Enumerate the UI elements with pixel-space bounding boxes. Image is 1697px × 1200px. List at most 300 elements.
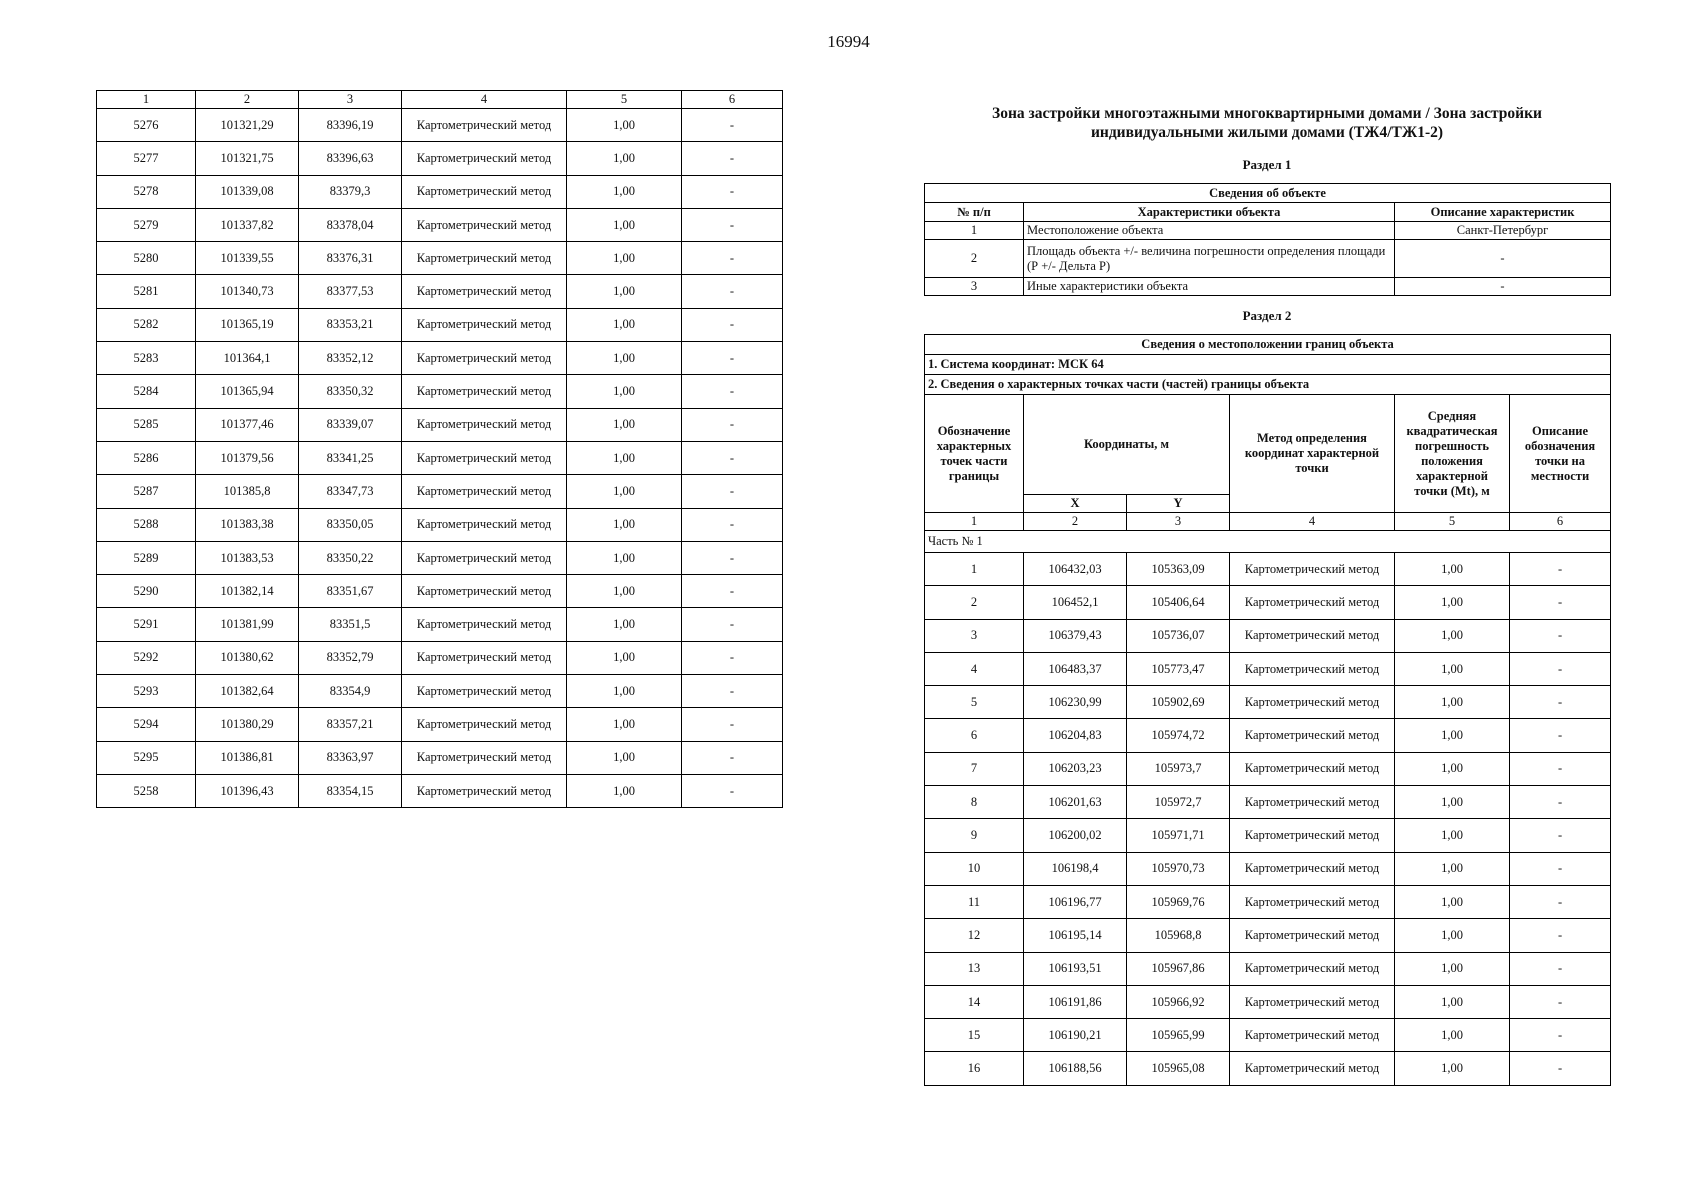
cell: - xyxy=(1510,586,1611,619)
cell: 1,00 xyxy=(1395,752,1510,785)
table-row xyxy=(925,919,1611,952)
cell: 105736,07 xyxy=(1127,619,1230,652)
cell: 106201,63 xyxy=(1024,786,1127,819)
table-row xyxy=(97,575,783,608)
point-header: Обозначение характерных точек части границы xyxy=(925,395,1024,513)
table-row xyxy=(97,508,783,541)
cell: Картометрический метод xyxy=(1230,819,1395,852)
cell: Картометрический метод xyxy=(1230,719,1395,752)
cell: 1,00 xyxy=(1395,586,1510,619)
cell: - xyxy=(682,741,783,774)
cell: - xyxy=(682,109,783,142)
cell: Картометрический метод xyxy=(1230,952,1395,985)
cell: 1,00 xyxy=(567,641,682,674)
cell: 10 xyxy=(925,852,1024,885)
cell: Картометрический метод xyxy=(1230,553,1395,586)
cell: 106193,51 xyxy=(1024,952,1127,985)
cell: Картометрический метод xyxy=(402,275,567,308)
table-row xyxy=(925,586,1611,619)
cell: 101396,43 xyxy=(196,774,299,807)
cell: Картометрический метод xyxy=(402,741,567,774)
cell: Картометрический метод xyxy=(402,708,567,741)
table-row xyxy=(925,952,1611,985)
table-row xyxy=(925,786,1611,819)
cell: 83352,12 xyxy=(299,342,402,375)
cell: Картометрический метод xyxy=(402,208,567,241)
x-header: X xyxy=(1024,495,1127,513)
cell: Картометрический метод xyxy=(402,375,567,408)
cell: 3 xyxy=(925,278,1024,296)
cell: - xyxy=(682,708,783,741)
col-number-row xyxy=(925,513,1611,531)
cell: 1,00 xyxy=(567,142,682,175)
column-header: 2 xyxy=(196,91,299,109)
cell: 106432,03 xyxy=(1024,553,1127,586)
cell: 83352,79 xyxy=(299,641,402,674)
cell: 106379,43 xyxy=(1024,619,1127,652)
table-row xyxy=(97,342,783,375)
cell: - xyxy=(1510,1019,1611,1052)
column-number: 6 xyxy=(1510,513,1611,531)
cell: 1,00 xyxy=(567,275,682,308)
cell: 5 xyxy=(925,686,1024,719)
coord-system-row xyxy=(925,355,1611,375)
cell: Картометрический метод xyxy=(402,475,567,508)
boundary-points-table xyxy=(924,334,1611,1086)
table-row xyxy=(97,175,783,208)
column-header: Описание характеристик xyxy=(1395,203,1611,222)
cell: - xyxy=(682,641,783,674)
cell: Картометрический метод xyxy=(1230,652,1395,685)
cell: Картометрический метод xyxy=(1230,752,1395,785)
cell: 5289 xyxy=(97,541,196,574)
cell: 1,00 xyxy=(567,242,682,275)
cell: 1,00 xyxy=(1395,652,1510,685)
cell: 101339,08 xyxy=(196,175,299,208)
table-row xyxy=(925,985,1611,1018)
cell: 83379,3 xyxy=(299,175,402,208)
left-header-row xyxy=(97,91,783,109)
cell: 3 xyxy=(925,619,1024,652)
cell: 7 xyxy=(925,752,1024,785)
cell: 101337,82 xyxy=(196,208,299,241)
cell: 106190,21 xyxy=(1024,1019,1127,1052)
cell: 12 xyxy=(925,919,1024,952)
cell: 5287 xyxy=(97,475,196,508)
cell: - xyxy=(682,142,783,175)
cell: - xyxy=(1510,752,1611,785)
cell: Картометрический метод xyxy=(402,142,567,175)
cell: 1,00 xyxy=(567,408,682,441)
cell: 6 xyxy=(925,719,1024,752)
table-row xyxy=(925,240,1611,278)
cell: 101377,46 xyxy=(196,408,299,441)
cell: 1 xyxy=(925,553,1024,586)
cell: 5293 xyxy=(97,675,196,708)
cell: 83351,67 xyxy=(299,575,402,608)
cell: 1,00 xyxy=(567,175,682,208)
cell: Иные характеристики объекта xyxy=(1024,278,1395,296)
column-number: 3 xyxy=(1127,513,1230,531)
part-row xyxy=(925,531,1611,553)
cell: 106483,37 xyxy=(1024,652,1127,685)
cell: 1,00 xyxy=(567,774,682,807)
cell: 1,00 xyxy=(1395,852,1510,885)
cell: 105973,7 xyxy=(1127,752,1230,785)
cell: Картометрический метод xyxy=(1230,586,1395,619)
cell: 1,00 xyxy=(567,508,682,541)
cell: 1,00 xyxy=(567,109,682,142)
cell: 1,00 xyxy=(567,675,682,708)
cell: 105971,71 xyxy=(1127,819,1230,852)
cell: Картометрический метод xyxy=(1230,619,1395,652)
cell: 5283 xyxy=(97,342,196,375)
cell: 83396,19 xyxy=(299,109,402,142)
cell: 1,00 xyxy=(1395,786,1510,819)
cell: 106196,77 xyxy=(1024,885,1127,918)
cell: Картометрический метод xyxy=(402,242,567,275)
cell: 105363,09 xyxy=(1127,553,1230,586)
table-row xyxy=(97,208,783,241)
cell: - xyxy=(1510,1052,1611,1085)
cell: - xyxy=(1510,852,1611,885)
table-row xyxy=(925,686,1611,719)
cell: 1,00 xyxy=(1395,1052,1510,1085)
cell: - xyxy=(682,275,783,308)
cell: - xyxy=(682,342,783,375)
cell: - xyxy=(682,675,783,708)
zone-title: Зона застройки многоэтажными многоквартирными домами / Зона застройки индивидуальными жилыми домами (ТЖ4/ТЖ1-2) xyxy=(992,105,1542,141)
cell: - xyxy=(682,408,783,441)
cell: 83341,25 xyxy=(299,441,402,474)
y-header: Y xyxy=(1127,495,1230,513)
cell: Санкт-Петербург xyxy=(1395,222,1611,240)
cell: 105902,69 xyxy=(1127,686,1230,719)
cell: Картометрический метод xyxy=(1230,852,1395,885)
cell: - xyxy=(682,175,783,208)
cell: 101379,56 xyxy=(196,441,299,474)
cell: 5295 xyxy=(97,741,196,774)
cell: 101383,53 xyxy=(196,541,299,574)
cell: 1,00 xyxy=(1395,619,1510,652)
cell: 83354,9 xyxy=(299,675,402,708)
table-row xyxy=(97,675,783,708)
cell: 1,00 xyxy=(567,308,682,341)
cell: 1,00 xyxy=(567,441,682,474)
cell: 83378,04 xyxy=(299,208,402,241)
table-row xyxy=(925,819,1611,852)
cell: 1 xyxy=(925,222,1024,240)
cell: Картометрический метод xyxy=(402,441,567,474)
table-row xyxy=(925,885,1611,918)
cell: 105972,7 xyxy=(1127,786,1230,819)
cell: 105965,99 xyxy=(1127,1019,1230,1052)
cell: - xyxy=(1510,885,1611,918)
cell: 106230,99 xyxy=(1024,686,1127,719)
table-row xyxy=(97,475,783,508)
cell: 5285 xyxy=(97,408,196,441)
cell: 105974,72 xyxy=(1127,719,1230,752)
cell: Картометрический метод xyxy=(402,675,567,708)
cell: 105773,47 xyxy=(1127,652,1230,685)
cell: 106200,02 xyxy=(1024,819,1127,852)
table-row xyxy=(97,641,783,674)
table-row xyxy=(97,109,783,142)
cell: 101321,75 xyxy=(196,142,299,175)
cell: 101385,8 xyxy=(196,475,299,508)
cell: 5281 xyxy=(97,275,196,308)
table-row xyxy=(97,541,783,574)
cell: - xyxy=(1510,819,1611,852)
cell: 1,00 xyxy=(567,375,682,408)
cell: - xyxy=(682,541,783,574)
cell: 1,00 xyxy=(567,741,682,774)
table-row xyxy=(97,741,783,774)
cell: 83353,21 xyxy=(299,308,402,341)
cell: Картометрический метод xyxy=(1230,919,1395,952)
object-table-header-row xyxy=(925,203,1611,222)
cell: Картометрический метод xyxy=(402,342,567,375)
cell: - xyxy=(1510,619,1611,652)
cell: 83339,07 xyxy=(299,408,402,441)
cell: 105967,86 xyxy=(1127,952,1230,985)
cell: - xyxy=(682,508,783,541)
cell: 5258 xyxy=(97,774,196,807)
cell: 1,00 xyxy=(1395,919,1510,952)
cell: Картометрический метод xyxy=(1230,1052,1395,1085)
cell: 83357,21 xyxy=(299,708,402,741)
table-row xyxy=(925,278,1611,296)
cell: 1,00 xyxy=(1395,686,1510,719)
cell: - xyxy=(1510,553,1611,586)
table-row xyxy=(925,1052,1611,1085)
cell: 83351,5 xyxy=(299,608,402,641)
cell: 9 xyxy=(925,819,1024,852)
table-row xyxy=(97,608,783,641)
table-row xyxy=(925,852,1611,885)
cell: 83350,32 xyxy=(299,375,402,408)
object-table-title-row xyxy=(925,184,1611,203)
cell: 1,00 xyxy=(567,475,682,508)
cell: - xyxy=(682,308,783,341)
cell: Картометрический метод xyxy=(1230,885,1395,918)
table-row xyxy=(97,441,783,474)
cell: 1,00 xyxy=(567,208,682,241)
cell: 1,00 xyxy=(1395,553,1510,586)
column-number: 1 xyxy=(925,513,1024,531)
boundary-header-row xyxy=(925,395,1611,495)
cell: Картометрический метод xyxy=(402,575,567,608)
cell: 1,00 xyxy=(1395,985,1510,1018)
cell: - xyxy=(682,774,783,807)
cell: 83350,22 xyxy=(299,541,402,574)
table-row xyxy=(97,708,783,741)
cell: 5288 xyxy=(97,508,196,541)
coords-header: Координаты, м xyxy=(1024,395,1230,495)
cell: 101321,29 xyxy=(196,109,299,142)
cell: - xyxy=(1510,686,1611,719)
cell: 5279 xyxy=(97,208,196,241)
description-header: Описание обозначения точки на местности xyxy=(1510,395,1611,513)
cell: 1,00 xyxy=(1395,719,1510,752)
cell: 101365,19 xyxy=(196,308,299,341)
section2-label: Раздел 2 xyxy=(1242,308,1292,323)
cell: - xyxy=(682,375,783,408)
cell: - xyxy=(682,575,783,608)
cell: Картометрический метод xyxy=(402,408,567,441)
cell: 83377,53 xyxy=(299,275,402,308)
cell: 101365,94 xyxy=(196,375,299,408)
cell: 101381,99 xyxy=(196,608,299,641)
cell: 83350,05 xyxy=(299,508,402,541)
cell: 5280 xyxy=(97,242,196,275)
cell: 106452,1 xyxy=(1024,586,1127,619)
cell: 2 xyxy=(925,586,1024,619)
cell: 5291 xyxy=(97,608,196,641)
cell: 101386,81 xyxy=(196,741,299,774)
cell: Картометрический метод xyxy=(402,175,567,208)
cell: Картометрический метод xyxy=(402,308,567,341)
cell: 83363,97 xyxy=(299,741,402,774)
cell: 83354,15 xyxy=(299,774,402,807)
column-header: 1 xyxy=(97,91,196,109)
column-header: 3 xyxy=(299,91,402,109)
cell: 5277 xyxy=(97,142,196,175)
cell: 101382,64 xyxy=(196,675,299,708)
cell: Картометрический метод xyxy=(1230,786,1395,819)
cell: 101382,14 xyxy=(196,575,299,608)
cell: 1,00 xyxy=(1395,819,1510,852)
cell: 106191,86 xyxy=(1024,985,1127,1018)
table-row xyxy=(97,142,783,175)
table-row xyxy=(925,619,1611,652)
section1-label: Раздел 1 xyxy=(1242,157,1292,172)
table-row xyxy=(97,408,783,441)
coordinate-system: 1. Система координат: МСК 64 xyxy=(925,355,1611,375)
column-header: Характеристики объекта xyxy=(1024,203,1395,222)
cell: Картометрический метод xyxy=(402,608,567,641)
cell: - xyxy=(1395,240,1611,278)
cell: 105965,08 xyxy=(1127,1052,1230,1085)
cell: 14 xyxy=(925,985,1024,1018)
cell: - xyxy=(682,242,783,275)
table-row xyxy=(97,774,783,807)
page-number: 16994 xyxy=(827,32,870,51)
cell: 4 xyxy=(925,652,1024,685)
cell: 5282 xyxy=(97,308,196,341)
column-header: 6 xyxy=(682,91,783,109)
cell: 5294 xyxy=(97,708,196,741)
cell: 16 xyxy=(925,1052,1024,1085)
cell: 11 xyxy=(925,885,1024,918)
cell: 5276 xyxy=(97,109,196,142)
points-title-row xyxy=(925,375,1611,395)
cell: - xyxy=(682,608,783,641)
cell: - xyxy=(682,208,783,241)
cell: 101340,73 xyxy=(196,275,299,308)
points-title: 2. Сведения о характерных точках части (частей) границы объекта xyxy=(925,375,1611,395)
cell: 106188,56 xyxy=(1024,1052,1127,1085)
method-header: Метод определения координат характерной точки xyxy=(1230,395,1395,513)
table-row xyxy=(97,242,783,275)
column-header: 4 xyxy=(402,91,567,109)
cell: - xyxy=(682,441,783,474)
cell: 101380,29 xyxy=(196,708,299,741)
cell: 1,00 xyxy=(567,575,682,608)
table-row xyxy=(925,553,1611,586)
cell: 1,00 xyxy=(567,708,682,741)
cell: - xyxy=(1510,652,1611,685)
cell: 105969,76 xyxy=(1127,885,1230,918)
table-row xyxy=(925,719,1611,752)
cell: 106204,83 xyxy=(1024,719,1127,752)
left-points-table xyxy=(96,90,783,808)
cell: Картометрический метод xyxy=(402,774,567,807)
cell: 101380,62 xyxy=(196,641,299,674)
column-header: 5 xyxy=(567,91,682,109)
cell: 2 xyxy=(925,240,1024,278)
column-number: 4 xyxy=(1230,513,1395,531)
object-table-title: Сведения об объекте xyxy=(925,184,1611,203)
cell: - xyxy=(1395,278,1611,296)
table-row xyxy=(925,1019,1611,1052)
cell: 1,00 xyxy=(567,608,682,641)
cell: - xyxy=(1510,786,1611,819)
cell: 83376,31 xyxy=(299,242,402,275)
part-label: Часть № 1 xyxy=(925,531,1611,553)
column-number: 5 xyxy=(1395,513,1510,531)
cell: Картометрический метод xyxy=(402,109,567,142)
cell: - xyxy=(1510,719,1611,752)
cell: 105970,73 xyxy=(1127,852,1230,885)
cell: 106198,4 xyxy=(1024,852,1127,885)
cell: Картометрический метод xyxy=(1230,1019,1395,1052)
table-row xyxy=(97,275,783,308)
table-row xyxy=(925,652,1611,685)
cell: 105968,8 xyxy=(1127,919,1230,952)
cell: 1,00 xyxy=(567,342,682,375)
cell: Картометрический метод xyxy=(402,641,567,674)
cell: 13 xyxy=(925,952,1024,985)
cell: 1,00 xyxy=(1395,1019,1510,1052)
column-header: № п/п xyxy=(925,203,1024,222)
cell: 5292 xyxy=(97,641,196,674)
table-row xyxy=(925,222,1611,240)
table-row xyxy=(925,752,1611,785)
cell: Картометрический метод xyxy=(402,541,567,574)
right-section xyxy=(924,104,1610,1086)
cell: 5286 xyxy=(97,441,196,474)
table-row xyxy=(97,375,783,408)
cell: Картометрический метод xyxy=(402,508,567,541)
cell: Площадь объекта +/- величина погрешности определения площади (Р +/- Дельта Р) xyxy=(1024,240,1395,278)
cell: 106195,14 xyxy=(1024,919,1127,952)
cell: - xyxy=(1510,952,1611,985)
cell: 105966,92 xyxy=(1127,985,1230,1018)
cell: 106203,23 xyxy=(1024,752,1127,785)
cell: 101339,55 xyxy=(196,242,299,275)
cell: - xyxy=(1510,985,1611,1018)
table-row xyxy=(97,308,783,341)
error-header: Средняя квадратическая погрешность положения характерной точки (Mt), м xyxy=(1395,395,1510,513)
object-info-table xyxy=(924,183,1611,296)
cell: 5284 xyxy=(97,375,196,408)
cell: 101383,38 xyxy=(196,508,299,541)
cell: - xyxy=(1510,919,1611,952)
cell: 5290 xyxy=(97,575,196,608)
cell: 101364,1 xyxy=(196,342,299,375)
cell: 1,00 xyxy=(1395,952,1510,985)
